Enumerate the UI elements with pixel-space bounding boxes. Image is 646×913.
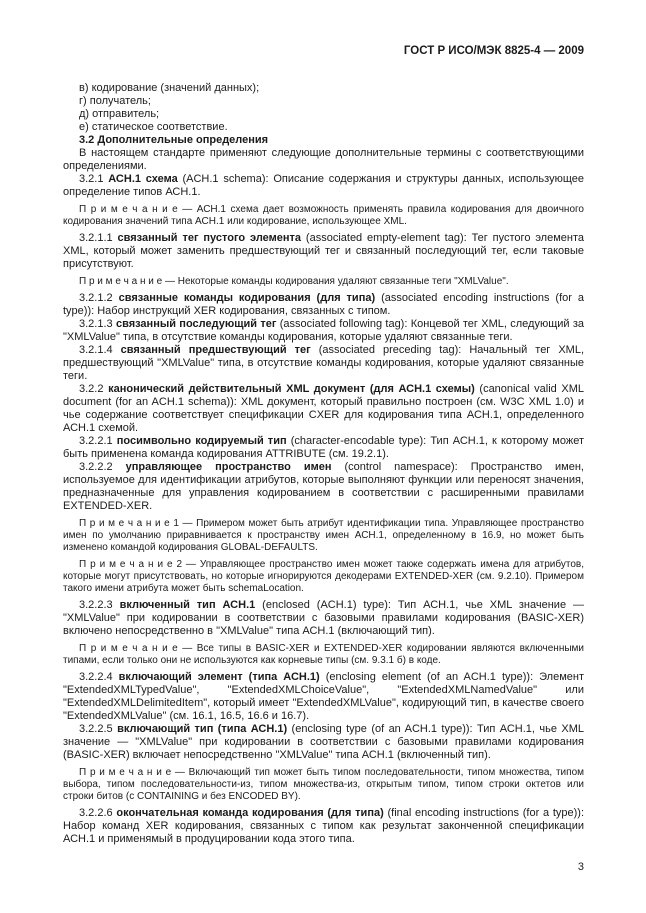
definition-body: (enclosed (ACH.1) type): Тип АСН.1, чье XML значение — "XMLValue" при кодировании в соответствии с базовыми правилами кодирования (BASIC-XER) включено непосредственно в "XMLValue" типа АСН.1 (включающий тип). <box>63 599 584 637</box>
definition-paragraph <box>63 383 584 435</box>
note-paragraph: П р и м е ч а н и е — Все типы в BASIC-XER и EXTENDED-XER кодировании являются включенными типами, если только они не используются как корневые типы (см. 9.3.1 б) в коде. <box>63 643 584 666</box>
definition-body: (associated encoding instructions (for a type)): Набор инструкций XER кодирования, связанных с типом. <box>63 292 584 317</box>
definition-number: 3.2.2.5 <box>79 723 118 735</box>
list-item: е) статическое соответствие. <box>79 121 228 133</box>
definition-term: управляющее пространство имен <box>125 461 332 473</box>
definition-paragraph <box>63 344 584 383</box>
definition-number: 3.2.2.1 <box>79 435 117 447</box>
definition-body: (character-encodable type): Тип АСН.1, к которому может быть применена команда кодирования ATTRIBUTE (см. 19.2.1). <box>63 435 585 460</box>
definition-number: 3.2.2.3 <box>79 599 120 611</box>
paragraph: В настоящем стандарте применяют следующие дополнительные термины с соответствующими определениями. <box>63 147 584 172</box>
list-item: в) кодирование (значений данных); <box>79 82 260 94</box>
definition-paragraph <box>63 232 584 271</box>
definition-body: (associated empty-element tag): Тег пустого элемента XML, который может заменить предшествующий тег и связанный последующий тег, если таковые присутствуют. <box>63 232 585 270</box>
definition-term: включающий элемент (типа АСН.1) <box>118 671 320 683</box>
definition-body: (enclosing element (of an ACH.1 type)): Элемент "ExtendedXMLTypedValue", "ExtendedXMLChoiceValue", "ExtendedXMLNamedValue" или "ExtendedXMLDelimitedItem", который имеет "ExtendedXMLValue", кодирующий тип, в качестве своего "ExtendedXMLValue" (см. 16.1, 16.5, 16.6 и 16.7). <box>63 671 585 722</box>
note-paragraph: П р и м е ч а н и е — Включающий тип может быть типом последовательности, типом множества, типом выбора, типом последовательности-из, типом множества-из, открытым типом, типом строки октетов или строки битов (с CONTAINING и без ENCODED BY). <box>63 767 584 802</box>
list-item: г) получатель; <box>79 95 151 107</box>
definition-number: 3.2.1.4 <box>79 344 121 356</box>
definition-term: включенный тип АСН.1 <box>119 599 256 611</box>
note-paragraph: П р и м е ч а н и е — Некоторые команды кодирования удаляют связанные теги "XMLValue". <box>79 276 509 287</box>
definition-paragraph <box>63 671 584 723</box>
definition-term: посимвольно кодируемый тип <box>116 435 287 447</box>
definition-number: 3.2.2.2 <box>79 461 126 473</box>
definition-number: 3.2.1.2 <box>79 292 119 304</box>
page-number: 3 <box>577 861 584 873</box>
note-paragraph: П р и м е ч а н и е — АСН.1 схема дает возможность применять правила кодирования для двоичного кодирования значений типа АСН.1 или кодирование, использующее XML. <box>63 204 584 227</box>
definition-body: (canonical valid XML document (for an ACH.1 schema)): XML документ, который правильно построен (см. W3C XML 1.0) и чье содержание соответствует спецификации CXER для кодирования типа АСН.1, определенного АСН.1 схемой. <box>63 383 584 434</box>
definition-paragraph <box>63 318 584 344</box>
definition-paragraph <box>63 292 584 318</box>
definition-term: окончательная команда кодирования (для типа) <box>116 807 384 819</box>
document-header: ГОСТ Р ИСО/МЭК 8825-4 — 2009 <box>403 45 584 57</box>
definition-number: 3.2.1.1 <box>79 232 118 244</box>
definition-paragraph <box>63 461 584 513</box>
definition-paragraph <box>63 599 584 638</box>
definition-term: связанные команды кодирования (для типа) <box>118 292 376 304</box>
definition-term: включающий тип (типа АСН.1) <box>117 723 288 735</box>
definition-number: 3.2.1.3 <box>79 318 116 330</box>
definition-body: (control namespace): Пространство имен, используемое для идентификации атрибутов, которые выполняют функции или переносят значения, предназначенные для управления кодированием в соответствии с расширенными правилами EXTENDED-XER. <box>63 461 584 512</box>
definition-term: АСН.1 схема <box>108 173 178 185</box>
definition-number: 3.2.2 <box>79 383 109 395</box>
note-paragraph: П р и м е ч а н и е 1 — Примером может быть атрибут идентификации типа. Управляющее пространство имен по умолчанию приравнивается к пространству имен АСН.1, определенному в 16.9, но может быть изменено командой кодирования GLOBAL-DEFAULTS. <box>63 518 584 553</box>
definition-body: (associated preceding tag): Начальный тег XML, предшествующий "XMLValue" типа, в отсутствие команды кодирования, которые удаляют связанные теги. <box>63 344 585 382</box>
definition-term: связанный предшествующий тег <box>120 344 311 356</box>
definition-body: (associated following tag): Концевой тег XML, следующий за "XMLValue" типа, в отсутствие команды кодирования, которые удаляют связанные теги. <box>63 318 584 343</box>
note-paragraph: П р и м е ч а н и е 2 — Управляющее пространство имен может также содержать имена для атрибутов, которые могут присутствовать, но которые игнорируются декодерами EXTENDED-XER (см. 9.2.10). Примером такого имени атрибута может быть schemaLocation. <box>63 559 584 594</box>
definition-paragraph <box>63 723 584 762</box>
document-content <box>63 82 584 846</box>
definition-paragraph <box>63 435 584 461</box>
definition-paragraph <box>63 807 584 846</box>
definition-number: 3.2.2.4 <box>79 671 119 683</box>
definition-body: (enclosing type (of an ACH.1 type)): Тип АСН.1, чье XML значение — "XMLValue" при кодировании в соответствии с базовыми правилами кодирования (BASIC-XER) включает непосредственно "XMLValue" типа АСН.1 (включенный тип). <box>63 723 585 761</box>
definition-term: связанный последующий тег <box>115 318 277 330</box>
list-item: д) отправитель; <box>79 108 160 120</box>
definition-term: канонический действительный XML документ (для АСН.1 схемы) <box>108 383 475 395</box>
definition-term: связанный тег пустого элемента <box>117 232 302 244</box>
section-heading: 3.2 Дополнительные определения <box>79 134 269 146</box>
definition-paragraph <box>63 173 584 199</box>
definition-number: 3.2.2.6 <box>79 807 117 819</box>
definition-number: 3.2.1 <box>79 173 109 185</box>
definition-body: (ACH.1 schema): Описание содержания и структуры данных, использующее определение типов АСН.1. <box>63 173 584 198</box>
definition-body: (final encoding instructions (for a type)): Набор команд XER кодирования, связанных с типом как результат законченной спецификации АСН.1 и применямый в продуцировании кода этого типа. <box>63 807 585 845</box>
